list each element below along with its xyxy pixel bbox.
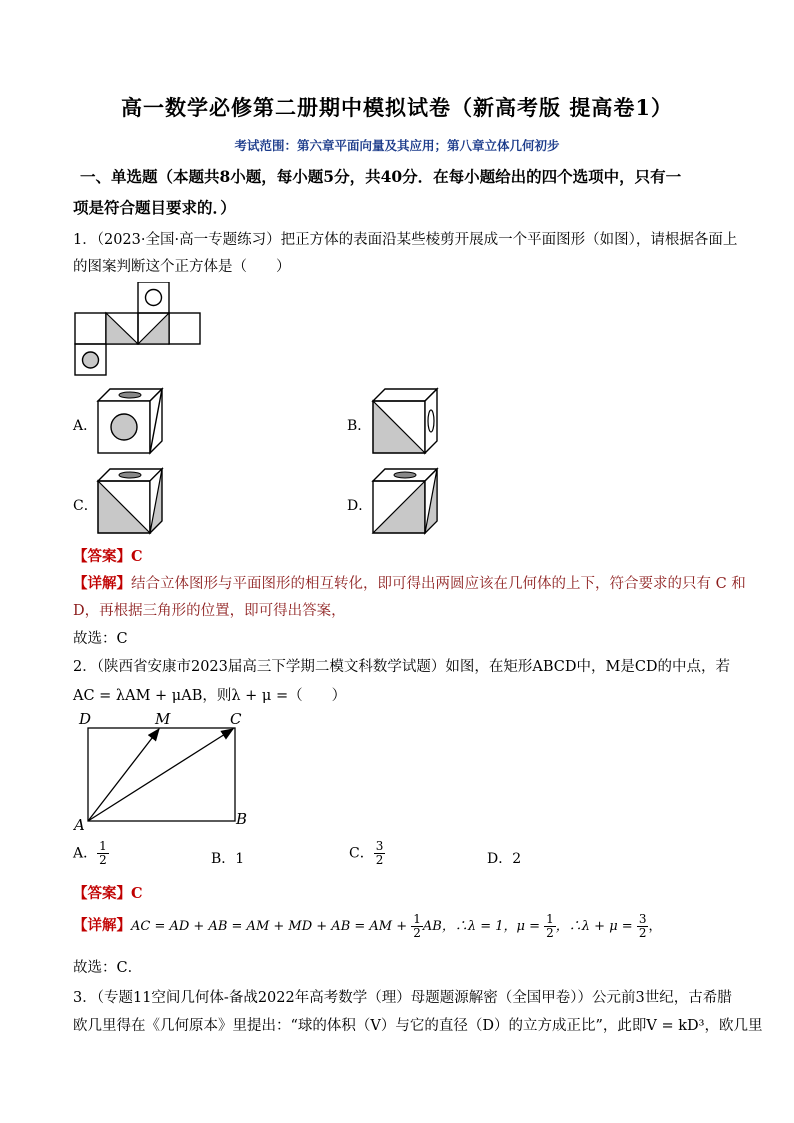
section-heading-line1: 一、单选题（本题共8小题，每小题5分，共40分．在每小题给出的四个选项中，只有一 xyxy=(80,167,682,186)
rectangle-abcd-figure xyxy=(73,708,253,833)
q2-stem-line2: AC = λAM + μAB，则λ + μ =（ ） xyxy=(73,688,347,704)
q1-detail-line2: D，再根据三角形的位置，即可得出答案， xyxy=(73,603,346,619)
q2-option-b: B．1 xyxy=(211,851,245,867)
q2-answer: 【答案】C xyxy=(73,885,143,902)
q2-option-d: D．2 xyxy=(487,851,522,867)
q1-option-b-cube xyxy=(369,385,441,457)
q1-detail-line1: 【详解】结合立体图形与平面图形的相互转化，即可得出两圆应该在几何体的上下，符合要求的只有 C 和 xyxy=(73,575,746,592)
net-triangle-left xyxy=(106,313,138,344)
q1-stem-line2: 的图案判断这个正方体是（ ） xyxy=(73,259,291,275)
q1-option-c-label: C． xyxy=(73,498,98,514)
q1-option-d-label: D． xyxy=(347,498,373,514)
q1-option-a-label: A． xyxy=(73,418,98,434)
q1-option-b-label: B． xyxy=(347,418,372,434)
section-heading-line2: 项是符合题目要求的．） xyxy=(73,198,236,217)
q1-option-c-cube xyxy=(94,465,166,537)
q2-option-a: A． $\frac{1}{2}$ xyxy=(73,839,107,867)
cube-net-figure xyxy=(73,282,203,378)
vector-am xyxy=(88,729,159,821)
net-circle-filled xyxy=(83,352,99,368)
q1-option-a-cube xyxy=(94,385,166,457)
page-title: 高一数学必修第二册期中模拟试卷（新高考版 提高卷1） xyxy=(121,95,673,120)
label-a: A xyxy=(74,816,85,833)
net-circle-open xyxy=(146,290,162,306)
q3-stem-line1: 3．（专题11空间几何体-备战2022年高考数学（理）母题题源解密（全国甲卷））公元前3世纪，古希腊 xyxy=(73,990,732,1006)
q1-option-d-cube xyxy=(369,465,441,537)
label-m: M xyxy=(155,710,171,728)
label-d: D xyxy=(79,710,92,728)
q1-stem-line1: 1．（2023·全国·高一专题练习）把正方体的表面沿某些棱剪开展成一个平面图形（如图），请根据各面上 xyxy=(73,232,738,248)
exam-scope: 考试范围：第六章平面向量及其应用；第八章立体几何初步 xyxy=(234,138,560,153)
label-c: C xyxy=(230,710,242,728)
q2-option-c: C． $\frac{3}{2}$ xyxy=(349,839,384,867)
label-b: B xyxy=(236,810,248,828)
vector-ac xyxy=(88,729,233,821)
q1-answer: 【答案】C xyxy=(73,548,143,565)
net-triangle-right xyxy=(138,313,169,344)
q2-stem-line1: 2．（陕西省安康市2023届高三下学期二模文科数学试题）如图，在矩形ABCD中，M是CD的中点，若 xyxy=(73,659,731,675)
q2-detail: 【详解】AC = AD + AB = AM + MD + AB = AM + $\frac{1}{2}$ AB，∴λ = 1，μ = $\frac{1}{2}$ ，∴λ + μ = $\frac{3}{2}$ ， xyxy=(73,912,662,940)
q1-conclusion: 故选：C xyxy=(73,631,128,647)
q3-stem-line2: 欧几里得在《几何原本》里提出：“球的体积（V）与它的直径（D）的立方成正比”，此即V = kD³，欧几里 xyxy=(73,1018,763,1034)
q2-conclusion: 故选：C． xyxy=(73,960,143,976)
